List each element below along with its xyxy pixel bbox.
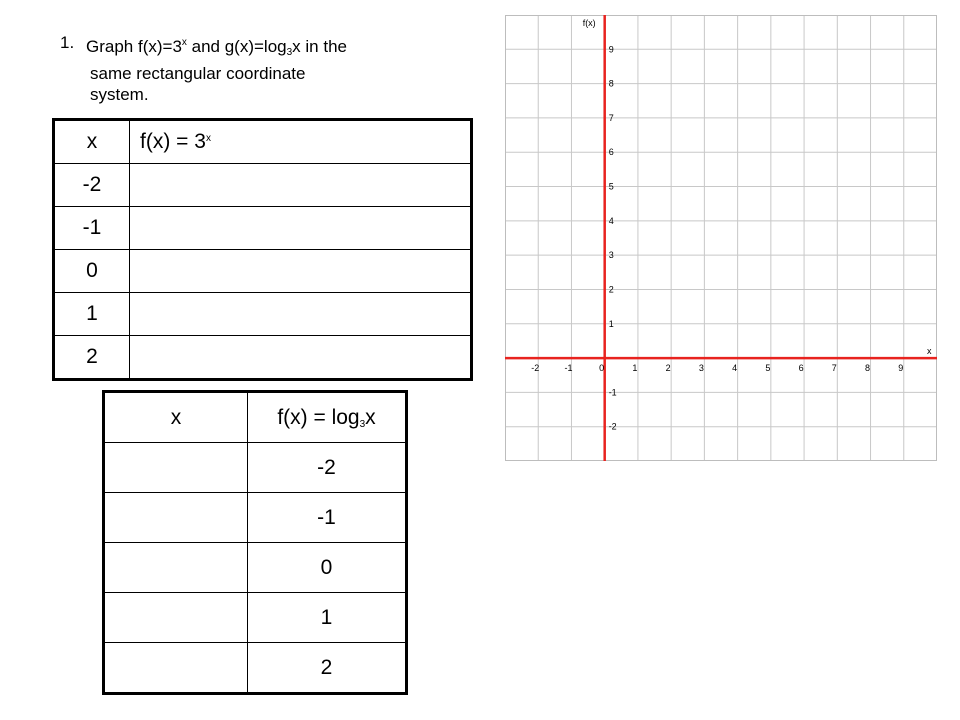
axes — [505, 15, 937, 461]
x-blank-cell[interactable] — [104, 443, 248, 493]
y-tick-label: 2 — [608, 284, 614, 295]
fx-value: -1 — [248, 493, 407, 543]
y-tick-label: 7 — [608, 112, 614, 123]
header-fx: $f(x) = 3^x$ — [130, 120, 472, 164]
x-value: 0 — [54, 250, 130, 293]
header-x: x — [54, 120, 130, 164]
y-tick-label: 6 — [608, 147, 614, 158]
x-blank-cell[interactable] — [104, 643, 248, 694]
table-row — [54, 293, 472, 336]
table-row — [104, 593, 407, 643]
x-blank-cell[interactable] — [104, 543, 248, 593]
x-tick-label: 2 — [665, 363, 671, 374]
x-tick-label: 1 — [632, 363, 638, 374]
fx-blank-cell[interactable] — [130, 293, 472, 336]
fx-value: 0 — [248, 543, 407, 593]
x-value: -1 — [54, 207, 130, 250]
table-header-row — [54, 120, 472, 164]
table-row — [54, 207, 472, 250]
y-tick-label: 3 — [608, 250, 614, 261]
x-tick-label: -1 — [564, 363, 573, 374]
grid-border — [506, 16, 937, 461]
fx-blank-cell[interactable] — [130, 164, 472, 207]
y-tick-label: 9 — [608, 44, 614, 55]
fx-blank-cell[interactable] — [130, 336, 472, 380]
y-tick-label: -1 — [608, 387, 617, 398]
fx-value: -2 — [248, 443, 407, 493]
y-tick-label: 4 — [608, 215, 614, 226]
problem-line-2: same rectangular coordinate — [90, 64, 306, 83]
x-tick-label: 3 — [698, 363, 704, 374]
y-tick-label: 1 — [608, 318, 614, 329]
exponential-table — [52, 118, 473, 381]
fx-blank-cell[interactable] — [130, 207, 472, 250]
x-value: 2 — [54, 336, 130, 380]
table-header-row — [104, 392, 407, 443]
table-row — [104, 493, 407, 543]
x-tick-label: 9 — [898, 363, 904, 374]
x-value: 1 — [54, 293, 130, 336]
table-row — [54, 164, 472, 207]
table-row — [104, 643, 407, 694]
x-tick-label: 6 — [798, 363, 804, 374]
coordinate-grid — [505, 15, 937, 461]
fx-value: 2 — [248, 643, 407, 694]
x-value: -2 — [54, 164, 130, 207]
x-blank-cell[interactable] — [104, 493, 248, 543]
x-axis-label: x — [927, 346, 932, 357]
tick-labels — [531, 18, 932, 432]
x-blank-cell[interactable] — [104, 593, 248, 643]
table-row — [54, 336, 472, 380]
y-axis-label: f(x) — [582, 18, 596, 28]
x-tick-label: -2 — [531, 363, 540, 374]
table-row — [104, 443, 407, 493]
x-tick-label: 4 — [732, 363, 738, 374]
problem-statement — [60, 32, 480, 105]
y-tick-label: -2 — [608, 421, 617, 432]
header-x: x — [104, 392, 248, 443]
problem-number: 1. — [60, 33, 75, 52]
table-row — [54, 250, 472, 293]
x-tick-label: 0 — [599, 363, 605, 374]
fx-blank-cell[interactable] — [130, 250, 472, 293]
grid-lines — [505, 15, 937, 461]
x-tick-label: 5 — [765, 363, 771, 374]
fx-value: 1 — [248, 593, 407, 643]
x-tick-label: 8 — [865, 363, 871, 374]
header-fx: $f(x) = \log_3x$ — [248, 392, 407, 443]
x-tick-label: 7 — [831, 363, 837, 374]
y-tick-label: 8 — [608, 78, 614, 89]
problem-line-3: system. — [90, 85, 149, 104]
table-row — [104, 543, 407, 593]
problem-line-1: Graph $f(x)=3^x$ and $g(x)=\log_3x$ in the — [86, 37, 347, 58]
y-tick-label: 5 — [608, 181, 614, 192]
logarithm-table — [102, 390, 408, 695]
